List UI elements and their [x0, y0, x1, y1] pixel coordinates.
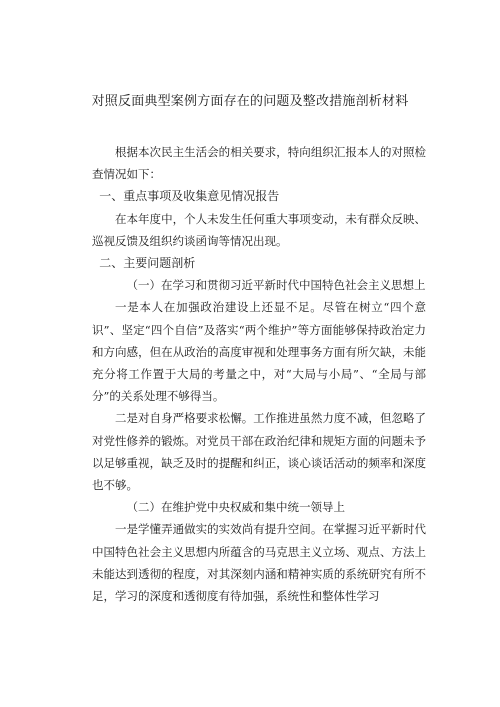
- subsection-2-heading: （二）在维护党中央权威和集中统一领导上: [126, 500, 345, 515]
- document-body: [92, 141, 426, 607]
- section-2-heading: 二、主要问题剖析: [99, 256, 196, 271]
- document-title: 对照反面典型案例方面存在的问题及整改措施剖析材料: [91, 94, 409, 109]
- subsection-1-paragraph-2: 二是对自身严格要求松懈。工作推进虽然力度不减，但忽略了对党性修养的锻炼。对党员干部在政治纪律和规矩方面的问题未予以足够重视，缺乏及时的提醒和纠正，谈心谈话活动的频率和深度也不够。: [92, 411, 426, 493]
- subsection-2-paragraph-1: 一是学懂弄通做实的实效尚有提升空间。在掌握习近平新时代中国特色社会主义思想内所蕴含的马克思主义立场、观点、方法上未能达到透彻的程度，对其深刻内涵和精神实质的系统研究有所不足，学习的深度和透彻度有待加强，系统性和整体性学习: [92, 522, 426, 604]
- subsection-1-paragraph-1: 一是本人在加强政治建设上还显不足。尽管在树立“四个意识”、坚定“四个自信”及落实“两个维护”等方面能够保持政治定力和方向感，但在从政治的高度审视和处理事务方面有所欠缺，未能充分将工作置于大局的考量之中，对“大局与小局”、“全局与部分”的关系处理不够得当。: [92, 300, 426, 404]
- section-1-paragraph: 在本年度中，个人未发生任何重大事项变动，未有群众反映、巡视反馈及组织约谈函询等情况出现。: [92, 211, 426, 248]
- section-1-heading: 一、重点事项及收集意见情况报告: [99, 189, 280, 204]
- intro-paragraph: 根据本次民主生活会的相关要求，特向组织汇报本人的对照检查情况如下：: [92, 145, 426, 182]
- subsection-1-heading: （一）在学习和贯彻习近平新时代中国特色社会主义思想上: [126, 278, 426, 293]
